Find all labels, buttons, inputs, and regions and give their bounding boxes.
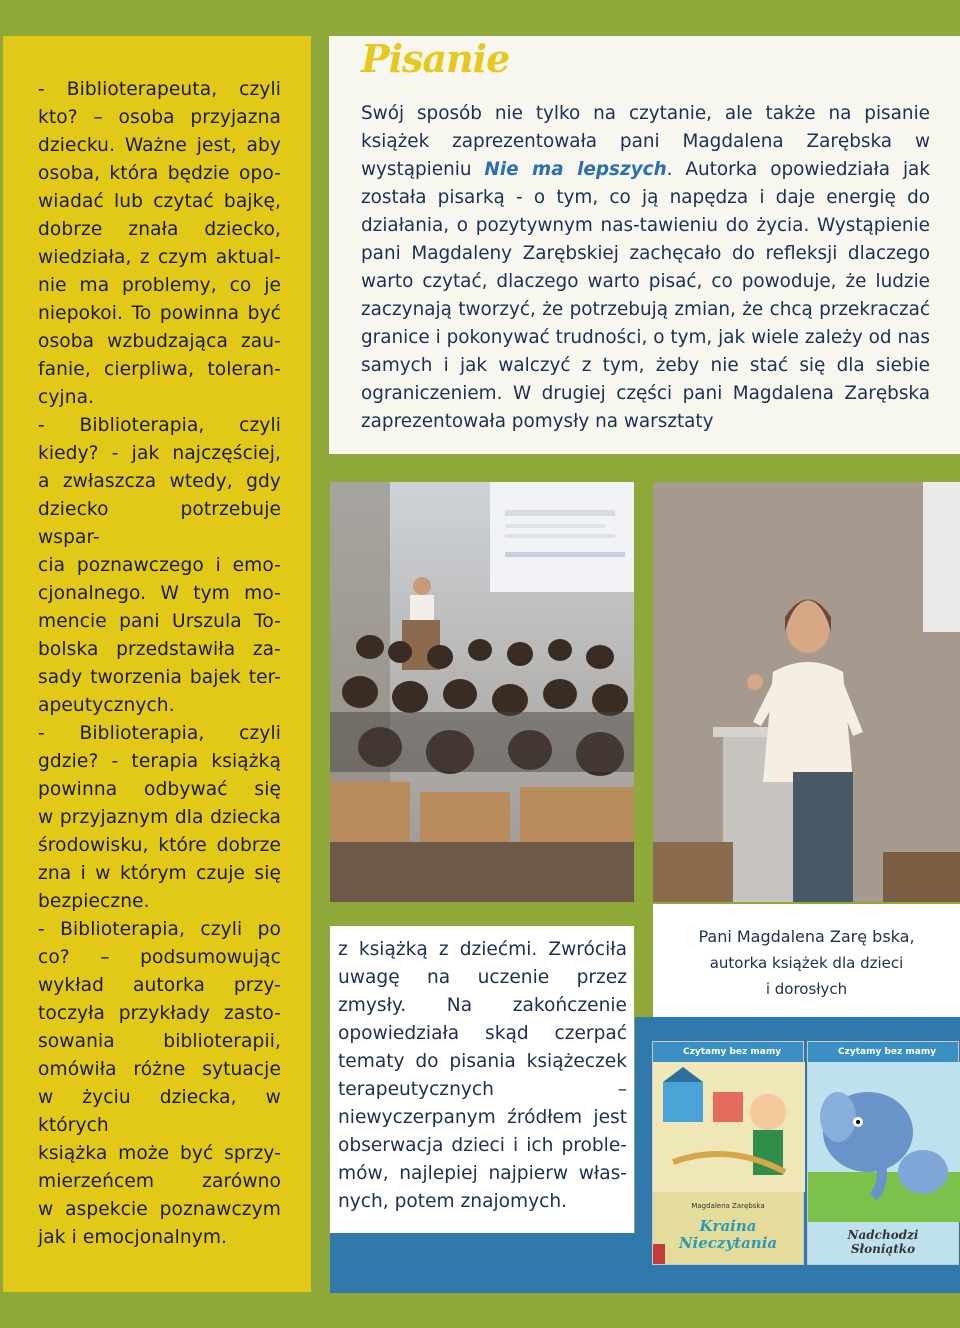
book-title-line-2: Słoniątko [850,1242,916,1256]
left-column-line: powinna odbywać się [38,779,281,800]
talk-title-link[interactable]: Nie ma lepszych [484,159,667,180]
left-column-line: bezpieczne. [38,891,150,912]
book-title-line-1: Kraina [699,1217,757,1235]
book-title-line-2: Nieczytania [678,1234,778,1252]
blue-strip [330,1233,635,1293]
left-column-text [38,76,281,1252]
left-column-line: dziecku. Ważne jest, aby [38,135,281,156]
left-column-line: a zwłaszcza wtedy, gdy [38,471,281,492]
left-column-line: w przyjaznym dla dziecka [38,807,281,828]
section-title: Pisanie [361,36,510,81]
left-column-line: wiedziała, z czym aktual- [38,247,281,268]
book-cover-nadchodzi-sloniatko [807,1041,959,1265]
speaker-photo [653,482,960,902]
left-column-line: bolska przedstawiła za- [38,639,281,660]
book-series-label: Czytamy bez mamy [808,1042,958,1062]
caption-line-1: Pani Magdalena Zarę bska, [698,927,915,946]
left-column-line: co? – podsumowując [38,947,281,968]
caption-line-2: autorka książek dla dzieci [709,954,904,972]
book-author: Magdalena Zarębska [691,1202,765,1210]
left-column-line: dobrze znała dziecko, [38,219,281,240]
left-column-line: cyjna. [38,387,95,408]
paragraph-text-end: . Autorka opowiedziała jak została pisarką - o tym, co ją napędza i daje energię do działania, o pozytywnym nas-tawieniu do życia. Wystąpienie pani Magdaleny Zarębskiej zachęcało do refleksji dlaczego warto czytać, dlaczego warto pisać, co powoduje, że ludzie zaczynają tworzyć, że potrzebują zmian, że chcą przekraczać granice i pokonywać trudności, o tym, jak wiele zależy od nas samych i jak walczyć z tym, żeby nie stać się dla siebie ograniczeniem. W drugiej części pani Magdalena Zarębska zaprezentowała pomysły na warsztaty [361,159,930,432]
left-column-line: omówiła różne sytuacje [38,1059,281,1080]
left-column-line: zna i w którym czuje się [38,863,281,884]
article-paragraph [361,100,930,436]
left-column-line: sowania biblioterapii, [38,1031,281,1052]
left-column-line: wiadać lub czytać bajkę, [38,191,281,212]
left-column-line: osoba wzbudzająca zau- [38,331,281,352]
caption-line-3: i dorosłych [765,980,848,998]
left-column-line: gdzie? - terapia książką [38,751,281,772]
left-column-line: niepokoi. To powinna być [38,303,281,324]
article-bottom-panel [330,926,634,1233]
article-top-panel [329,36,960,454]
left-column-line: jak i emocjonalnym. [38,1227,228,1248]
left-column-line: dziecko potrzebuje wspar- [38,499,281,548]
left-column-line: wykład autorka przy- [38,975,281,996]
paragraph-text-start: Swój sposób nie tylko na czytanie, ale także na pisanie książek zaprezentowała pani Magdalena Zarębska w wystąpieniu [361,103,930,180]
audience-photo [330,482,634,902]
left-column-line: osoba, która będzie opo- [38,163,281,184]
left-column-line: kto? – osoba przyjazna [38,107,281,128]
left-column-line: kiedy? - jak najczęściej, [38,443,281,464]
photo-caption [653,904,960,1017]
left-column-line: mencie pani Urszula To- [38,611,281,632]
left-column-line: fanie, cierpliwa, toleran- [38,359,281,380]
left-column-line: toczyła przykłady zasto- [38,1003,281,1024]
left-column-line: - Biblioterapia, czyli [38,723,281,744]
left-text-column [3,36,311,1292]
left-column-line: sady tworzenia bajek ter- [38,667,281,688]
left-column-line: apeutycznych. [38,695,175,716]
left-column-line: mierzeńcem zarówno [38,1171,281,1192]
elephant-illustration [808,1062,960,1222]
book-series-label: Czytamy bez mamy [653,1042,803,1062]
left-column-line: środowisku, które dobrze [38,835,281,856]
left-column-line: - Biblioterapia, czyli po [38,919,281,940]
left-column-line: książka może być sprzy- [38,1143,281,1164]
left-column-line: w aspekcie poznawczym [38,1199,281,1220]
article-continuation: z książką z dziećmi. Zwróciła uwagę na uczenie przez zmysły. Na zakończenie opowiedziała skąd czerpać tematy do pisania książeczek terapeutycznych – niewyczerpanym źródłem jest obserwacja dzieci i ich proble-mów, najlepiej najpierw włas-nych, potem znajomych. [338,939,627,1212]
left-column-line: nie ma problemy, co je [38,275,281,296]
left-column-line: w życiu dziecka, w których [38,1087,281,1136]
left-column-line: cjonalnego. W tym mo- [38,583,281,604]
left-column-line: - Biblioterapeuta, czyli [38,79,281,100]
left-column-line: cia poznawczego i emo- [38,555,281,576]
book-cover-kraina-nieczytania [652,1041,804,1265]
left-column-line: - Biblioterapia, czyli [38,415,281,436]
book-title-line-1: Nadchodzi [847,1228,919,1242]
book-illustration [653,1062,805,1192]
